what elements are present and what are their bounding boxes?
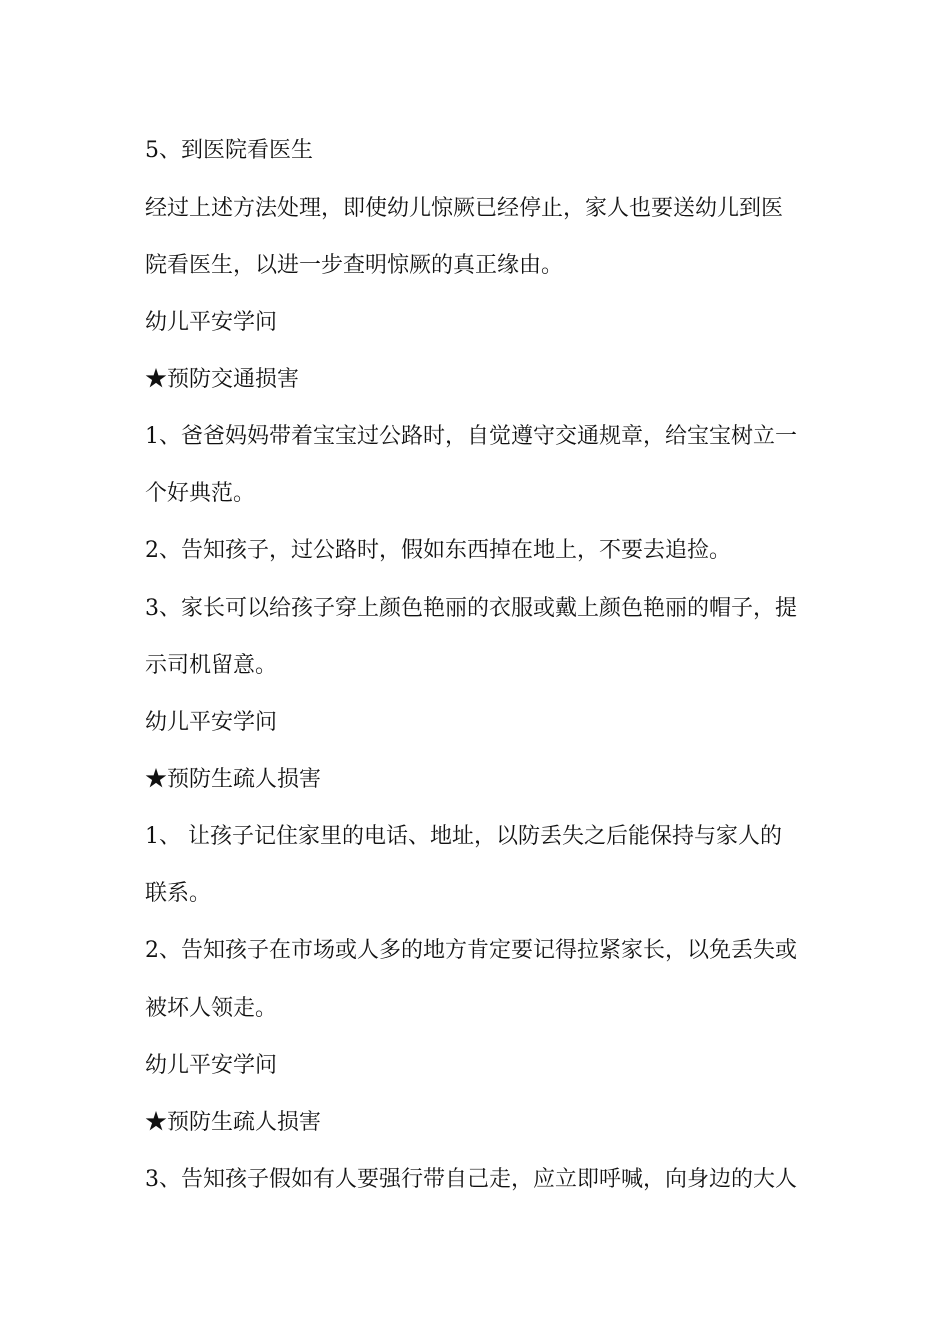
subsection-heading: ★预防交通损害 bbox=[145, 367, 300, 392]
subsection-heading: ★预防生疏人损害 bbox=[145, 1110, 322, 1135]
section-title: 幼儿平安学问 bbox=[145, 310, 278, 335]
list-item: 3、家长可以给孩子穿上颜色艳丽的衣服或戴上颜色艳丽的帽子，提 bbox=[145, 596, 797, 621]
section-title: 幼儿平安学问 bbox=[145, 1053, 278, 1078]
list-item-continuation: 个好典范。 bbox=[145, 481, 256, 506]
list-item: 3、告知孩子假如有人要强行带自己走，应立即呼喊，向身边的大人 bbox=[145, 1167, 797, 1192]
list-item: 1、 让孩子记住家里的电话、地址，以防丢失之后能保持与家人的 bbox=[145, 824, 782, 849]
list-item: 2、告知孩子在市场或人多的地方肯定要记得拉紧家长，以免丢失或 bbox=[145, 938, 797, 963]
subsection-heading: ★预防生疏人损害 bbox=[145, 767, 322, 792]
list-item: 2、告知孩子，过公路时，假如东西掉在地上，不要去追捡。 bbox=[145, 538, 731, 563]
list-item-continuation: 示司机留意。 bbox=[145, 653, 278, 678]
list-item-continuation: 联系。 bbox=[145, 881, 212, 906]
list-item-continuation: 被坏人领走。 bbox=[145, 996, 278, 1021]
list-item: 1、爸爸妈妈带着宝宝过公路时，自觉遵守交通规章，给宝宝树立一 bbox=[145, 424, 797, 449]
section-title: 幼儿平安学问 bbox=[145, 710, 278, 735]
paragraph-line: 院看医生，以进一步查明惊厥的真正缘由。 bbox=[145, 253, 564, 278]
paragraph-line: 经过上述方法处理，即使幼儿惊厥已经停止，家人也要送幼儿到医 bbox=[145, 196, 784, 221]
section-heading-go-to-hospital: 5、到医院看医生 bbox=[145, 138, 313, 163]
